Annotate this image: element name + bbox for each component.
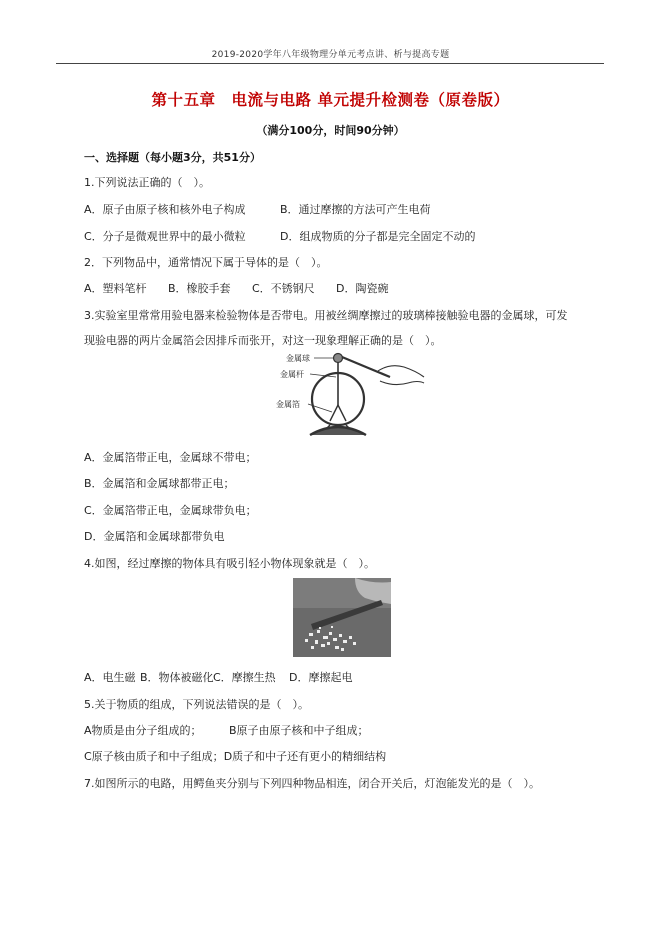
- electroscope-figure: [258, 347, 428, 437]
- label-ball: 金属球: [286, 354, 310, 363]
- q2-option-c: C．不锈钢尺: [252, 282, 315, 295]
- q5-option-b: B原子由原子核和中子组成；: [229, 724, 369, 737]
- q5-stem: 5.关于物质的组成，下列说法错误的是（ ）。: [84, 698, 309, 711]
- q4-options: [84, 669, 352, 685]
- page-subtitle: （满分100分，时间90分钟）: [256, 124, 405, 137]
- electroscope-stand: [310, 427, 366, 435]
- q1-option-d: D．组成物质的分子都是完全固定不动的: [280, 230, 476, 243]
- q3-stem-line1: 3.实验室里常常用验电器来检验物体是否带电。用被丝绸摩擦过的玻璃棒接触验电器的金属球，可发: [84, 309, 568, 322]
- q1-option-b: B．通过摩擦的方法可产生电荷: [280, 203, 431, 216]
- q2-option-a: A．塑料笔杆: [84, 282, 147, 295]
- page-title: 第十五章 电流与电路 单元提升检测卷（原卷版）: [151, 91, 510, 109]
- q7-stem: 7.如图所示的电路，用鳄鱼夹分别与下列四种物品相连，闭合开关后，灯泡能发光的是（ ）。: [84, 777, 540, 790]
- q5-option-d: D质子和中子还有更小的精细结构: [223, 750, 387, 763]
- q4-stem: 4.如图，经过摩擦的物体具有吸引轻小物体现象就是（ ）。: [84, 557, 375, 570]
- q5-options-row2: [84, 748, 386, 764]
- section-heading: 一、选择题（每小题3分，共51分）: [84, 151, 261, 164]
- q1-stem: 1.下列说法正确的（ ）。: [84, 176, 210, 189]
- q1-options-row2: [84, 228, 475, 244]
- q1-option-a: A．原子由原子核和核外电子构成: [84, 203, 246, 216]
- q4-option-d: D．摩擦起电: [289, 671, 353, 684]
- q1-options-row1: [84, 201, 431, 217]
- q4-option-a: A．电生磁: [84, 671, 136, 684]
- q3-stem-line2: 现验电器的两片金属箔会因排斥而张开，对这一现象理解正确的是（ ）。: [84, 334, 442, 347]
- q2-option-d: D．陶瓷碗: [336, 282, 389, 295]
- electroscope-foil-right: [338, 405, 346, 421]
- electroscope-ball: [334, 354, 343, 363]
- q2-option-b: B．橡胶手套: [168, 282, 231, 295]
- q4-option-c: C．摩擦生热: [213, 671, 276, 684]
- q2-options: [84, 280, 388, 296]
- q5-option-c: C原子核由质子和中子组成；: [84, 750, 224, 763]
- q3-option-d: D．金属箔和金属球都带负电: [84, 530, 225, 543]
- q5-option-a: A物质是由分子组成的；: [84, 724, 202, 737]
- glass-rod: [342, 357, 390, 377]
- q4-option-b: B．物体被磁化: [140, 671, 214, 684]
- label-rod: 金属杆: [280, 370, 304, 379]
- q3-option-b: B．金属箔和金属球都带正电；: [84, 477, 235, 490]
- page-header: 2019-2020学年八年级物理分单元考点讲、析与提高专题: [211, 50, 450, 60]
- q2-stem: 2．下列物品中，通常情况下属于导体的是（ ）。: [84, 256, 328, 269]
- label-foil: 金属箔: [276, 400, 300, 409]
- q1-option-c: C．分子是微观世界中的最小微粒: [84, 230, 246, 243]
- electroscope-foil-left: [330, 405, 338, 421]
- q3-option-c: C．金属箔带正电，金属球带负电；: [84, 504, 257, 517]
- q5-options-row1: [84, 722, 369, 738]
- rubbed-rod-photo: [293, 578, 391, 657]
- header-rule: [56, 63, 604, 64]
- q3-option-a: A．金属箔带正电，金属球不带电；: [84, 451, 257, 464]
